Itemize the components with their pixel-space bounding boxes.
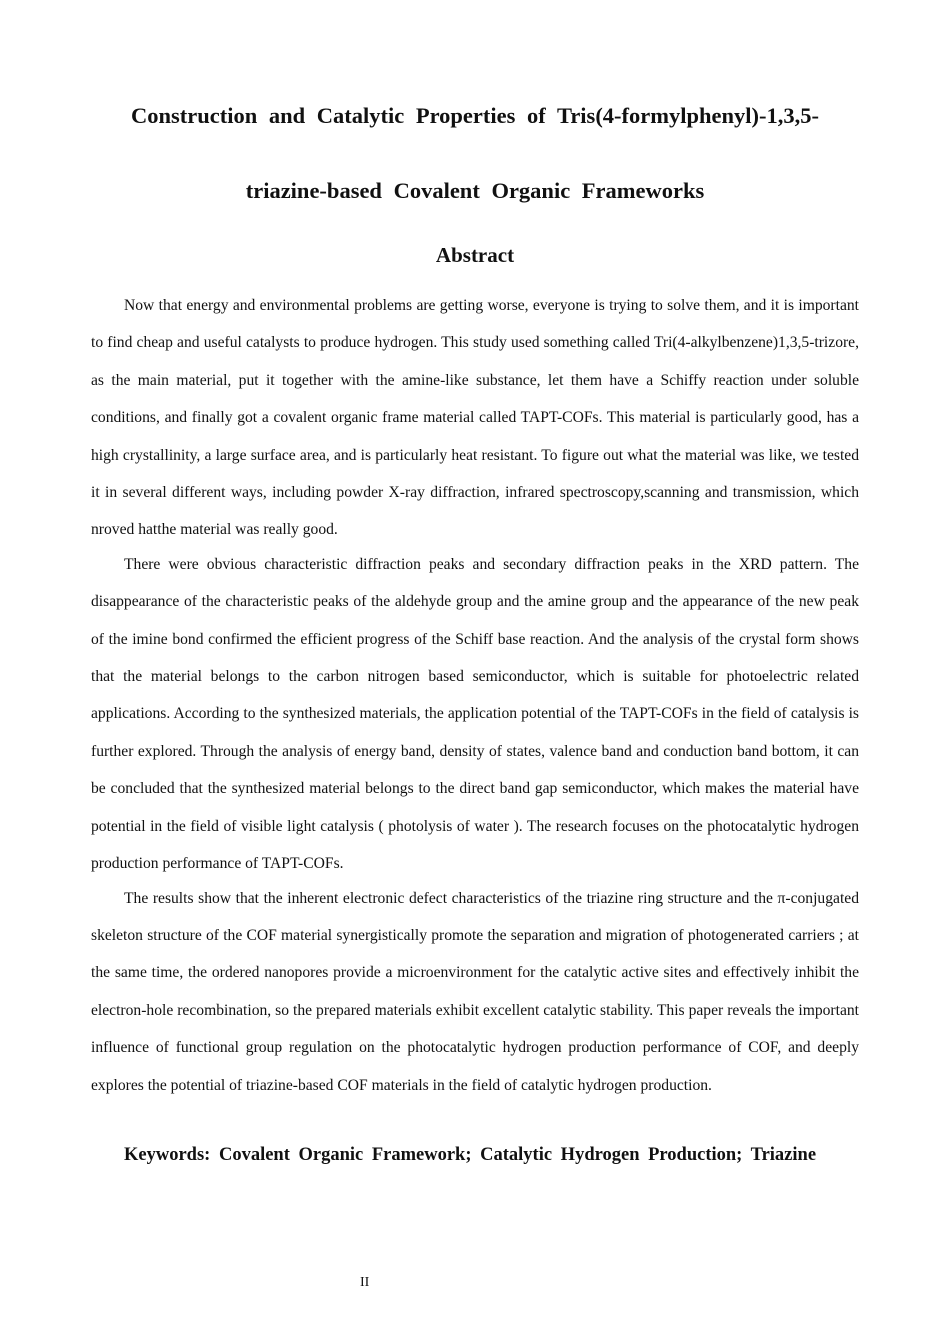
keywords-label: Keywords: [124, 1145, 211, 1165]
keywords-line [124, 1140, 845, 1170]
abstract-paragraph-3: The results show that the inherent electronic defect characteristics of the triazine ring structure and the π-conjugated skeleton structure of the COF material synergistically promote the separation and migration of photogenerated carriers ; at the same time, the ordered nanopores provide a microenvironment for the catalytic active sites and effectively inhibit the electron-hole recombination, so the prepared materials exhibit excellent catalytic stability. This paper reveals the important influence of functional group regulation on the photocatalytic hydrogen production performance of COF, and deeply explores the potential of triazine-based COF materials in the field of catalytic hydrogen production. [91, 889, 859, 1094]
title-line-1: Construction and Catalytic Properties of Tris(4-formylphenyl)-1,3,5- [130, 103, 820, 128]
abstract-body [91, 287, 859, 1104]
abstract-heading: Abstract [435, 243, 515, 267]
abstract-paragraph-2: There were obvious characteristic diffraction peaks and secondary diffraction peaks in the XRD pattern. The disappearance of the characteristic peaks of the aldehyde group and the amine group and the appearance of the new peak of the imine bond confirmed the efficient progress of the Schiff base reaction. And the analysis of the crystal form shows that the material belongs to the carbon nitrogen based semiconductor, which is suitable for photoelectric related applications. According to the synthesized materials, the application potential of the TAPT-COFs in the field of catalysis is further explored. Through the analysis of energy band, density of states, valence band and conduction band bottom, it can be concluded that the synthesized material belongs to the direct band gap semiconductor, which makes the material have potential in the field of visible light catalysis ( photolysis of water ). The research focuses on the photocatalytic hydrogen production performance of TAPT-COFs. [91, 555, 859, 873]
abstract-paragraph-1: Now that energy and environmental problems are getting worse, everyone is trying to solve them, and it is important to find cheap and useful catalysts to produce hydrogen. This study used something called Tri(4-alkylbenzene)1,3,5-trizore, as the main material, put it together with the amine-like substance, let them have a Schiffy reaction under soluble conditions, and finally got a covalent organic frame material called TAPT-COFs. This material is particularly good, has a high crystallinity, a large surface area, and is particularly heat resistant. To figure out what the material was like, we tested it in several different ways, including powder X-ray diffraction, infrared spectroscopy,scanning and transmission, which nroved hatthe material was really good. [91, 297, 859, 539]
title-line-2: triazine-based Covalent Organic Frameworks [245, 178, 705, 203]
page-number: II [360, 1275, 370, 1290]
keywords-text: Covalent Organic Framework; Catalytic Hydrogen Production; Triazine [218, 1145, 817, 1165]
